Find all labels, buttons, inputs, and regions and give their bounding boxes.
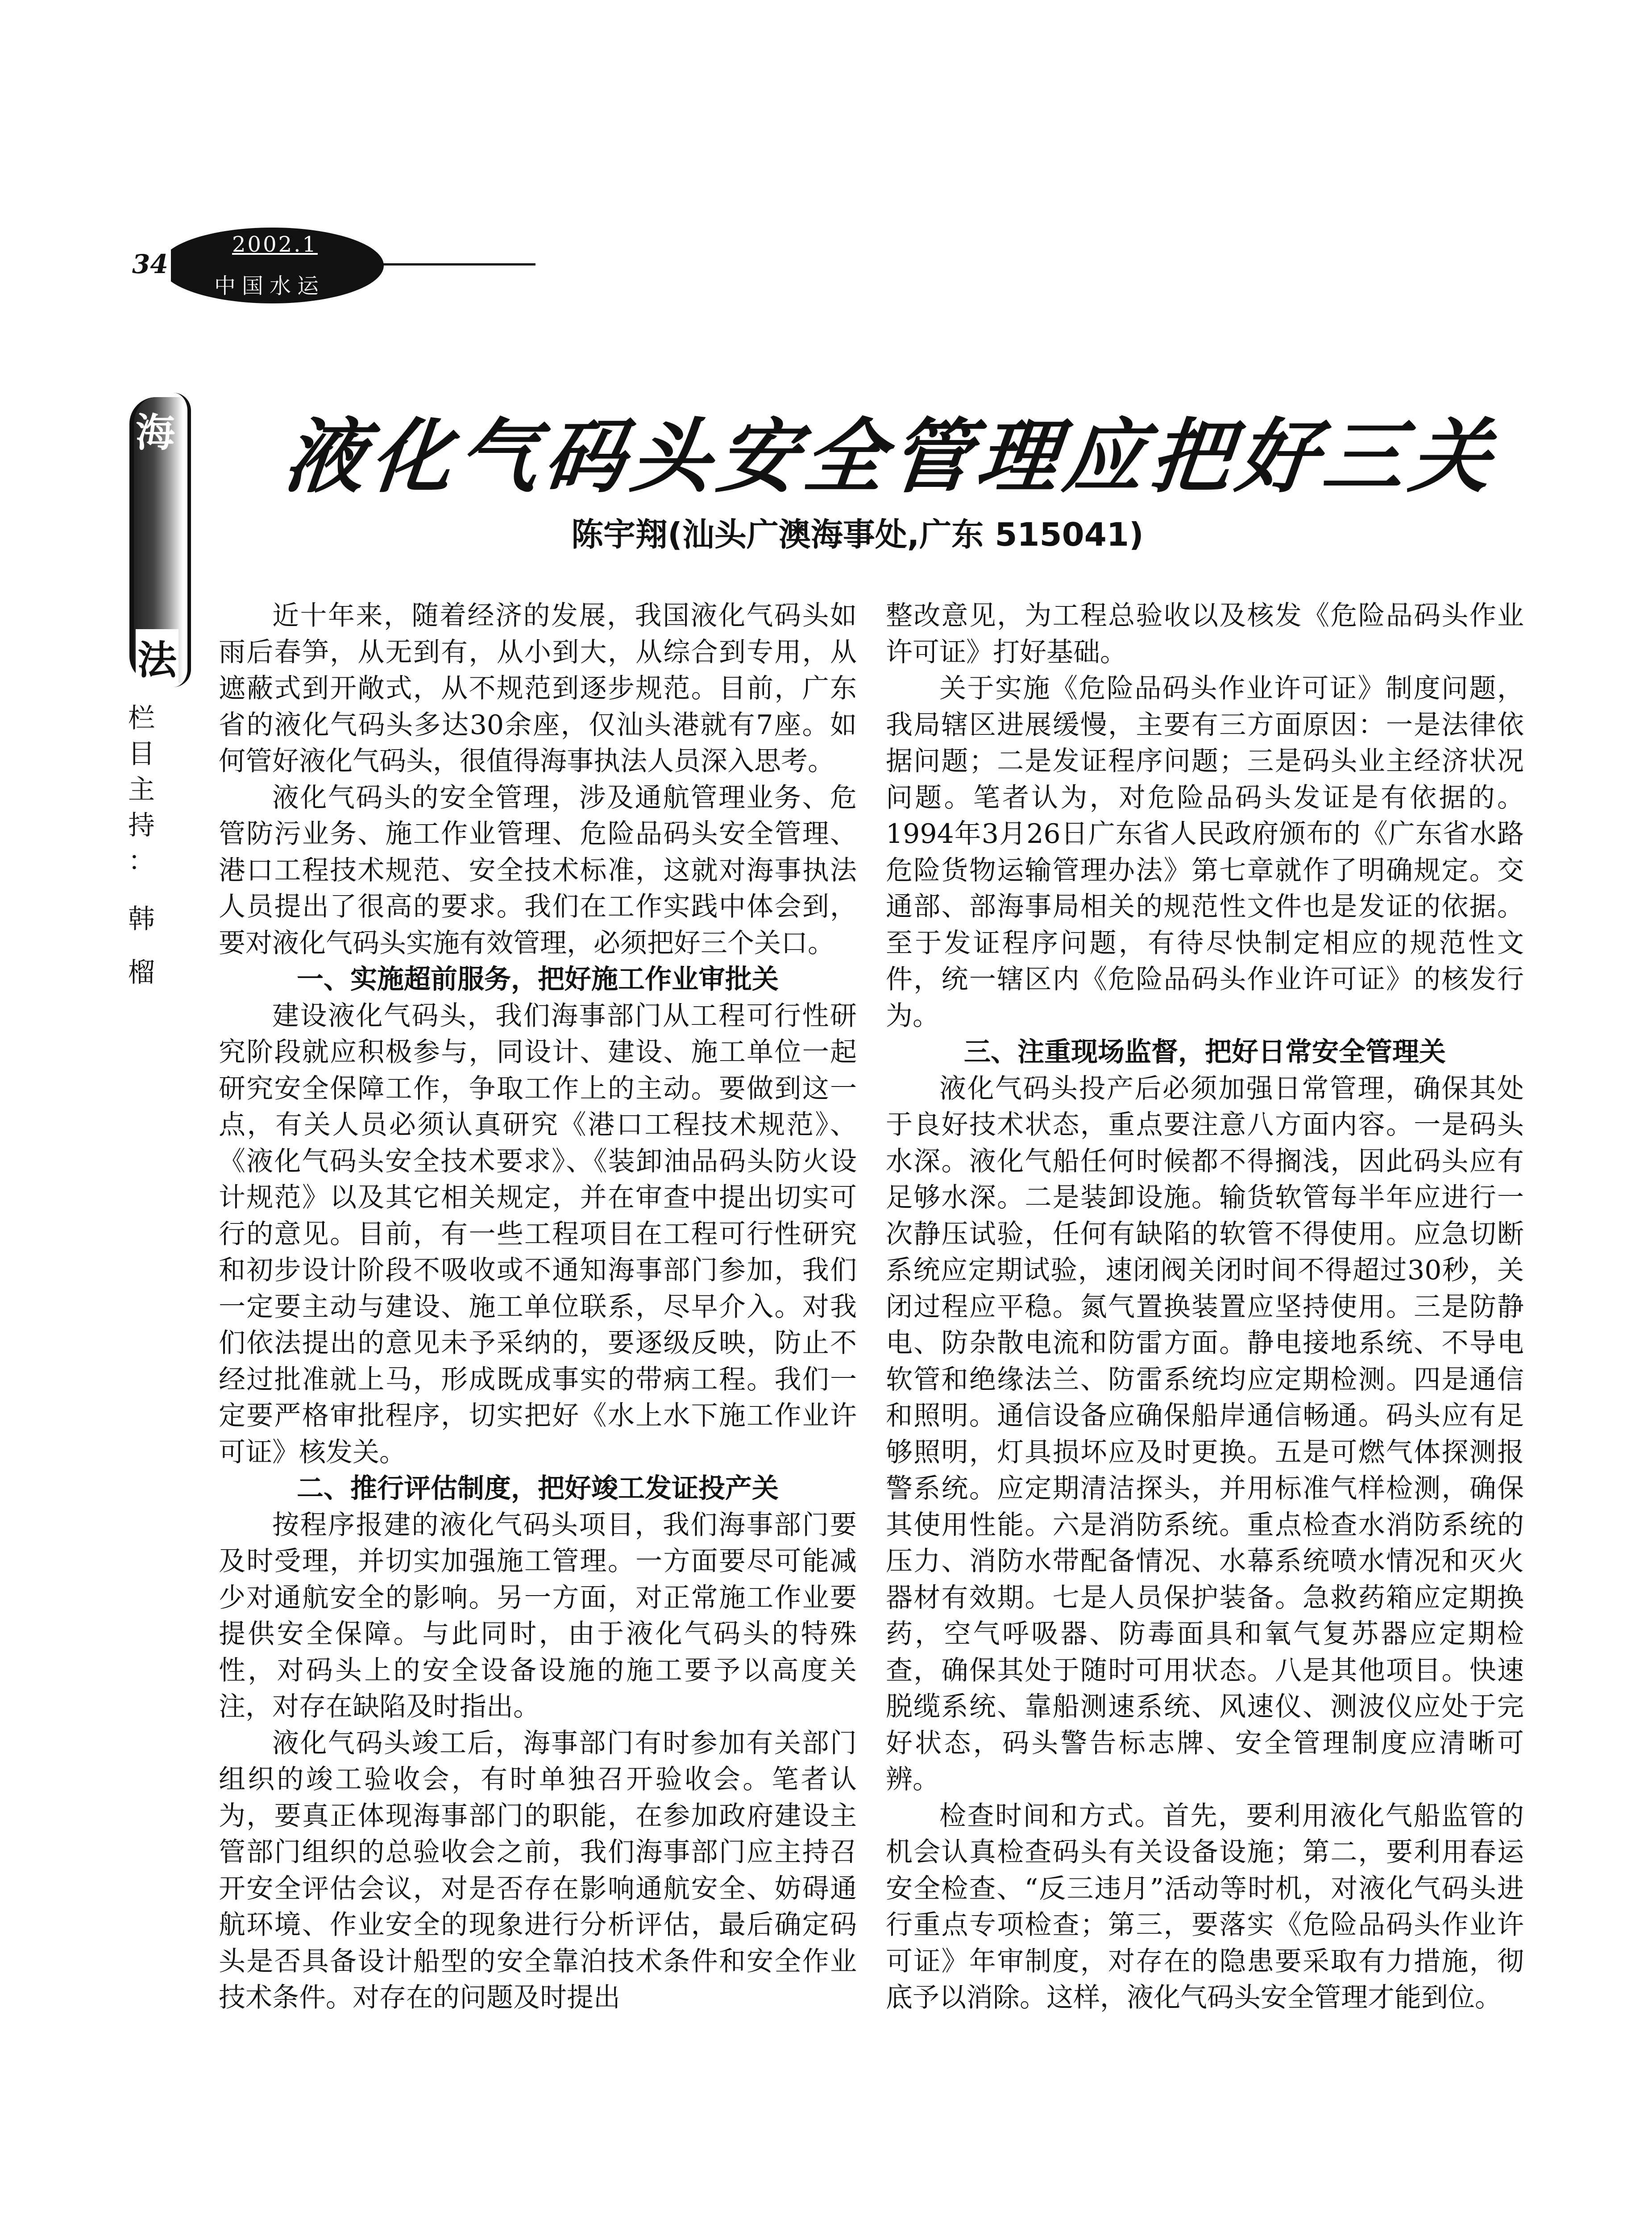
editor-label-char: 主 [128, 774, 155, 805]
body-paragraph: 液化气码头竣工后，海事部门有时参加有关部门组织的竣工验收会，有时单独召开验收会。笔者认为，要真正体现海事部门的职能，在参加政府建设主管部门组织的总验收会之前，我们海事部门应主持召开安全评估会议，对是否存在影响通航安全、妨碍通航环境、作业安全的现象进行分析评估，最后确定码头是否具备设计船型的安全靠泊技术条件和安全作业技术条件。对存在的问题及时提出 [219, 1727, 857, 2013]
column-tab-char-top: 海 [136, 410, 175, 456]
column-editor [121, 701, 162, 1008]
section-heading: 二、推行评估制度，把好竣工发证投产关 [297, 1473, 779, 1504]
page-number: 34 [129, 246, 171, 282]
body-column-right [886, 598, 1524, 2016]
issue-date: 2002.1 [232, 232, 318, 257]
section-heading: 三、注重现场监督，把好日常安全管理关 [964, 1037, 1446, 1068]
column-tab-bracket [170, 393, 191, 687]
column-tab [120, 393, 187, 687]
body-paragraph: 建设液化气码头，我们海事部门从工程可行性研究阶段就应积极参与，同设计、建设、施工单位一起研究安全保障工作，争取工作上的主动。要做到这一点，有关人员必须认真研究《港口工程技术规范》、《液化气码头安全技术要求》、《装卸油品码头防火设计规范》以及其它相关规定，并在审查中提出切实可行的意见。目前，有一些工程项目在工程可行性研究和初步设计阶段不吸收或不通知海事部门参加，我们一定要主动与建设、施工单位联系，尽早介入。对我们依法提出的意见未予采纳的，要逐级反映，防止不经过批准就上马，形成既成事实的带病工程。我们一定要严格审批程序，切实把好《水上水下施工作业许可证》核发关。 [219, 1000, 857, 1468]
journal-name: 中国水运 [214, 274, 325, 299]
editor-label-char: 持 [128, 810, 155, 841]
editor-name-char: 榴 [128, 957, 155, 988]
column-tab-char-bottom: 法 [136, 629, 178, 685]
body-paragraph: 液化气码头投产后必须加强日常管理，确保其处于良好技术状态，重点要注意八方面内容。一是码头水深。液化气船任何时候都不得搁浅，因此码头应有足够水深。二是装卸设施。输货软管每半年应进行一次静压试验，任何有缺陷的软管不得使用。应急切断系统应定期试验，速闭阀关闭时间不得超过30秒，关闭过程应平稳。氮气置换装置应坚持使用。三是防静电、防杂散电流和防雷方面。静电接地系统、不导电软管和绝缘法兰、防雷系统均应定期检测。四是通信和照明。通信设备应确保船岸通信畅通。码头应有足够照明，灯具损坏应及时更换。五是可燃气体探测报警系统。应定期清洁探头，并用标准气样检测，确保其使用性能。六是消防系统。重点检查水消防系统的压力、消防水带配备情况、水幕系统喷水情况和灭火器材有效期。七是人员保护装备。急救药箱应定期换药，空气呼吸器、防毒面具和氧气复苏器应定期检查，确保其处于随时可用状态。八是其他项目。快速脱缆系统、靠船测速系统、风速仪、测波仪应处于完好状态，码头警告标志牌、安全管理制度应清晰可辨。 [886, 1073, 1524, 1795]
editor-label-char: 栏 [128, 703, 155, 734]
body-paragraph: 液化气码头的安全管理，涉及通航管理业务、危管防污业务、施工作业管理、危险品码头安全管理、港口工程技术规范、安全技术标准，这就对海事执法人员提出了很高的要求。我们在工作实践中体会到，要对液化气码头实施有效管理，必须把好三个关口。 [219, 782, 857, 959]
body-paragraph: 整改意见，为工程总验收以及核发《危险品码头作业许可证》打好基础。 [886, 600, 1524, 668]
body-paragraph: 近十年来，随着经济的发展，我国液化气码头如雨后春笋，从无到有，从小到大，从综合到专用，从遮蔽式到开敞式，从不规范到逐步规范。目前，广东省的液化气码头多达30余座，仅汕头港就有7座。如何管好液化气码头，很值得海事执法人员深入思考。 [219, 600, 857, 777]
body-paragraph: 按程序报建的液化气码头项目，我们海事部门要及时受理，并切实加强施工管理。一方面要尽可能减少对通航安全的影响。另一方面，对正常施工作业要提供安全保障。与此同时，由于液化气码头的特殊性，对码头上的安全设备设施的施工要予以高度关注，对存在缺陷及时指出。 [219, 1509, 857, 1722]
article-title: 液化气码头安全管理应把好三关 [280, 411, 1502, 504]
body-paragraph: 关于实施《危险品码头作业许可证》制度问题，我局辖区进展缓慢，主要有三方面原因：一是法律依据问题；二是发证程序问题；三是码头业主经济状况问题。笔者认为，对危险品码头发证是有依据的。1994年3月26日广东省人民政府颁布的《广东省水路危险货物运输管理办法》第七章就作了明确规定。交通部、部海事局相关的规范性文件也是发证的依据。至于发证程序问题，有待尽快制定相应的规范性文件，统一辖区内《危险品码头作业许可证》的核发行为。 [886, 673, 1524, 1032]
editor-name-char: 韩 [128, 904, 155, 935]
body-paragraph: 检查时间和方式。首先，要利用液化气船监管的机会认真检查码头有关设备设施；第二，要利用春运安全检查、“反三违月”活动等时机，对液化气码头进行重点专项检查；第三，要落实《危险品码头作业许可证》年审制度，对存在的隐患要采取有力措施，彻底予以消除。这样，液化气码头安全管理才能到位。 [886, 1800, 1524, 2013]
masthead [134, 219, 419, 312]
editor-name [121, 901, 162, 991]
body-column-left [219, 598, 857, 2016]
section-heading: 一、实施超前服务，把好施工作业审批关 [297, 964, 779, 995]
byline: 陈宇翔(汕头广澳海事处,广东 515041) [571, 516, 1144, 553]
editor-label-char: 目 [128, 738, 155, 770]
editor-label-char: ： [128, 846, 155, 877]
